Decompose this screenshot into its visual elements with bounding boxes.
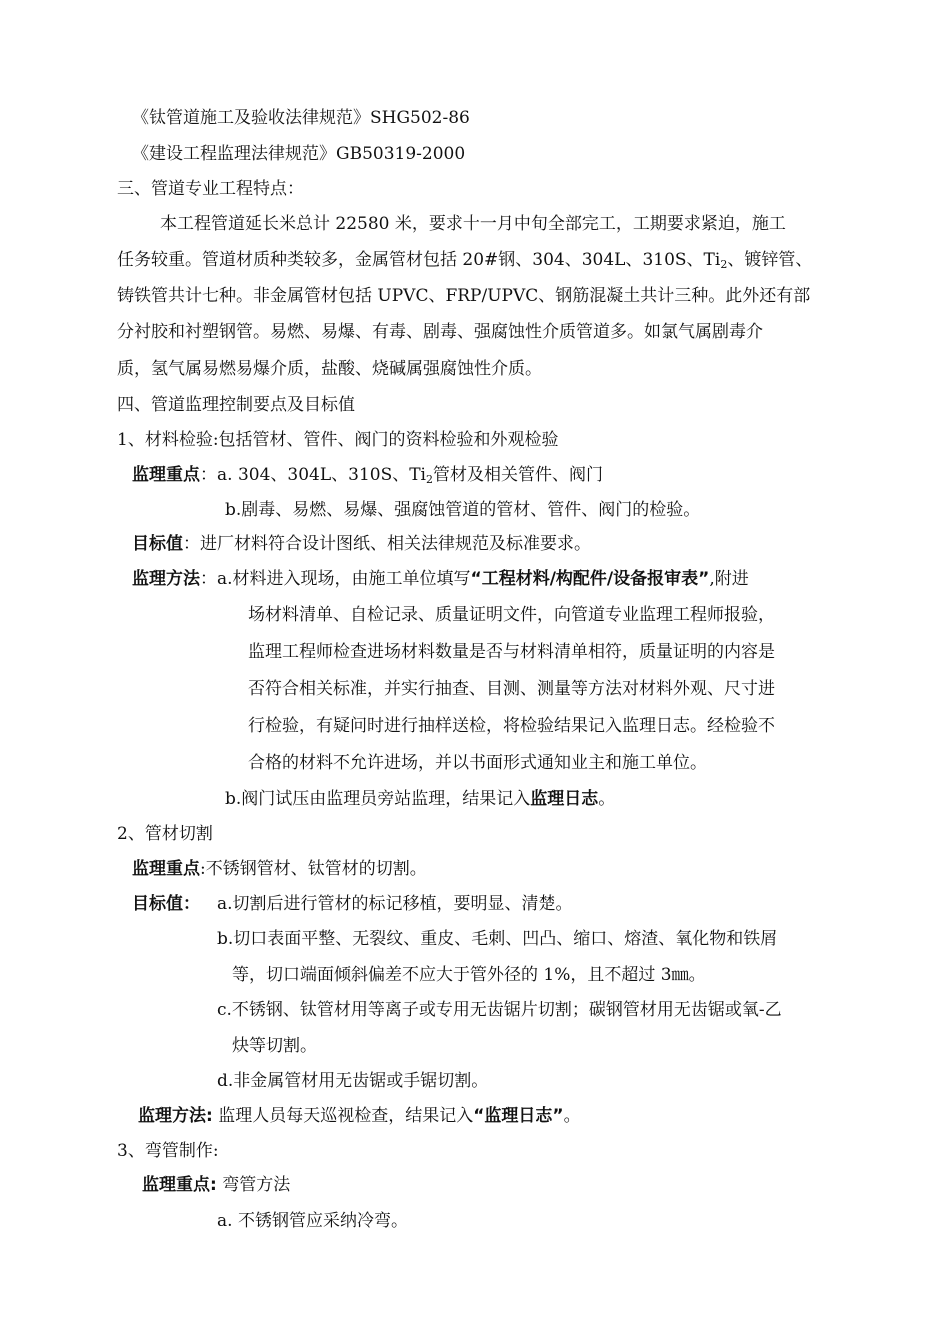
method-line: b.阀门试压由监理员旁站监理，结果记入监理日志。 (225, 789, 616, 809)
paragraph-line: 本工程管道延长米总计 22580 米，要求十一月中旬全部完工，工期要求紧迫，施工 (160, 214, 786, 234)
method-line: 监理方法: 监理人员每天巡视检查，结果记入“监理日志”。 (138, 1106, 581, 1126)
section-heading: 三、管道专业工程特点： (117, 179, 304, 199)
paragraph-line: 任务较重。管道材质种类较多，金属管材包括 20#钢、304、304L、310S、$Ti_2$、镀锌管、 (117, 250, 813, 271)
method-line: 合格的材料不允许进场，并以书面形式通知业主和施工单位。 (248, 753, 707, 773)
list-item: a. 不锈钢管应采纳冷弯。 (217, 1211, 408, 1231)
target-line: d.非金属管材用无齿锯或手锯切割。 (217, 1071, 489, 1091)
method-line: 监理方法：a.材料进入现场，由施工单位填写“工程材料/构配件/设备报审表”,附进 (132, 569, 749, 589)
target-line: 目标值：进厂材料符合设计图纸、相关法律规范及标准要求。 (132, 534, 591, 554)
method-line: 行检验，有疑问时进行抽样送检，将检验结果记入监理日志。经检验不 (248, 716, 775, 736)
target-line: c.不锈钢、钛管材用等离子或专用无齿锯片切割；碳钢管材用无齿锯或氧-乙 (217, 1000, 782, 1020)
paragraph-line: 铸铁管共计七种。非金属管材包括 UPVC、FRP/UPVC、钢筋混凝土共计三种。此外还有部 (117, 286, 811, 306)
method-label: 监理方法: (138, 1106, 213, 1126)
method-line: 场材料清单、自检记录、质量证明文件，向管道专业监理工程师报验， (248, 605, 775, 625)
item-heading: 3、弯管制作: (117, 1141, 219, 1161)
focus-line: 监理重点：a. 304、304L、310S、$Ti_2$管材及相关管件、阀门 (132, 465, 603, 486)
focus-label: 监理重点 (132, 859, 200, 879)
method-label: 监理方法 (132, 569, 200, 589)
focus-line: 监理重点:不锈钢管材、钛管材的切割。 (132, 859, 427, 879)
item-heading: 2、管材切割 (117, 824, 213, 844)
focus-label: 监理重点: (142, 1175, 217, 1195)
method-line: 监理工程师检查进场材料数量是否与材料清单相符，质量证明的内容是 (248, 642, 775, 662)
section-heading: 四、管道监理控制要点及目标值 (117, 395, 355, 415)
target-label: 目标值 (132, 534, 183, 554)
target-line (132, 892, 200, 916)
target-label: 目标值： (132, 894, 200, 914)
focus-label: 监理重点 (132, 465, 200, 485)
target-line: b.切口表面平整、无裂纹、重皮、毛刺、凹凸、缩口、熔渣、氧化物和铁屑 (217, 929, 778, 949)
method-line: 否符合相关标准，并实行抽查、目测、测量等方法对材料外观、尺寸进 (248, 679, 775, 699)
target-line: a.切割后进行管材的标记移植，要明显、清楚。 (217, 894, 573, 914)
item-heading: 1、材料检验:包括管材、管件、阀门的资料检验和外观检验 (117, 430, 559, 450)
target-line: 等，切口端面倾斜偏差不应大于管外径的 1%，且不超过 3㎜。 (232, 965, 706, 985)
focus-line: 监理重点: 弯管方法 (142, 1175, 291, 1195)
paragraph-line: 质，氢气属易燃易爆介质，盐酸、烧碱属强腐蚀性介质。 (117, 359, 542, 379)
paragraph-line: 分衬胶和衬塑钢管。易燃、易爆、有毒、剧毒、强腐蚀性介质管道多。如氯气属剧毒介 (117, 322, 763, 342)
reference-line: 《建设工程监理法律规范》GB50319-2000 (132, 144, 466, 164)
target-line: 炔等切割。 (232, 1036, 317, 1056)
focus-line: b.剧毒、易燃、易爆、强腐蚀管道的管材、管件、阀门的检验。 (225, 500, 701, 520)
reference-line: 《钛管道施工及验收法律规范》SHG502-86 (132, 108, 470, 128)
